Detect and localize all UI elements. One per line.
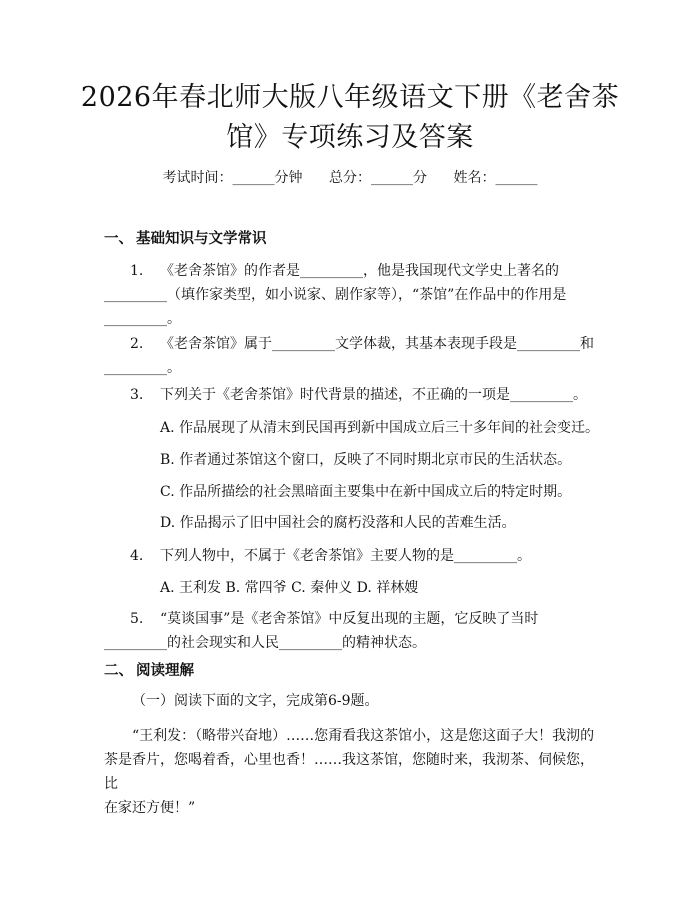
question-1	[104, 259, 596, 331]
exam-score: 总分：______分	[329, 170, 427, 186]
section-title: 阅读理解	[136, 662, 194, 679]
section-heading-1	[104, 229, 267, 249]
reading-passage	[104, 724, 596, 820]
question-text-line: 下列人物中，不属于《老舍茶馆》主要人物的是_________。	[160, 548, 531, 564]
question-text-line: _________。	[104, 360, 181, 376]
section-number: 一、	[104, 230, 133, 247]
question-number: 1.	[130, 263, 144, 279]
question-text-line: 下列关于《老舍茶馆》时代背景的描述，不正确的一项是_________。	[160, 387, 587, 403]
question-text-line: “莫谈国事”是《老舍茶馆》中反复出现的主题，它反映了当时	[160, 611, 539, 627]
option-b: B. 作者通过茶馆这个窗口，反映了不同时期北京市民的生活状态。	[160, 452, 572, 468]
question-text-line: 《老舍茶馆》属于_________文学体裁，其基本表现手段是_________和	[160, 336, 594, 352]
passage-line: “王利发：（略带兴奋地）……您甭看我这茶馆小，这是您这面子大！我沏的	[132, 728, 595, 744]
question-3	[104, 383, 596, 407]
exam-meta	[0, 168, 700, 188]
question-number: 3.	[130, 387, 144, 403]
title-line-2: 馆》专项练习及答案	[226, 122, 474, 153]
question-2	[104, 332, 596, 380]
question-number: 4.	[130, 548, 144, 564]
question-4-options: A. 王利发 B. 常四爷 C. 秦仲义 D. 祥林嫂	[160, 580, 419, 596]
passage-line: 茶是香片，您喝着香，心里也香！……我这茶馆，您随时来，我沏茶、伺候您，比	[104, 752, 594, 792]
section-number: 二、	[104, 662, 133, 679]
option-d: D. 作品揭示了旧中国社会的腐朽没落和人民的苦难生活。	[160, 515, 516, 531]
passage-line: 在家还方便！”	[104, 800, 196, 816]
question-text-line: _________的社会现实和人民_________的精神状态。	[104, 635, 426, 651]
title-line-1: 2026年春北师大版八年级语文下册《老舍茶	[80, 82, 620, 113]
question-text-line: 《老舍茶馆》的作者是_________，他是我国现代文学史上著名的	[160, 263, 559, 279]
section-heading-2	[104, 661, 194, 681]
option-c: C. 作品所描绘的社会黑暗面主要集中在新中国成立后的特定时期。	[160, 484, 572, 500]
document-title	[60, 78, 640, 158]
question-text-line: _________。	[104, 311, 181, 327]
question-5	[104, 607, 596, 655]
option-a: A. 作品展现了从清末到民国再到新中国成立后三十多年间的社会变迁。	[160, 420, 600, 436]
section-title: 基础知识与文学常识	[136, 230, 267, 247]
exam-time: 考试时间：______分钟	[162, 170, 303, 186]
question-number: 5.	[130, 611, 144, 627]
question-4	[104, 544, 596, 568]
question-number: 2.	[130, 336, 144, 352]
student-name: 姓名：______	[453, 170, 538, 186]
reading-intro: （一）阅读下面的文字，完成第6-9题。	[132, 693, 379, 709]
question-text-line: _________（填作家类型，如小说家、剧作家等），“茶馆”在作品中的作用是	[104, 287, 567, 303]
